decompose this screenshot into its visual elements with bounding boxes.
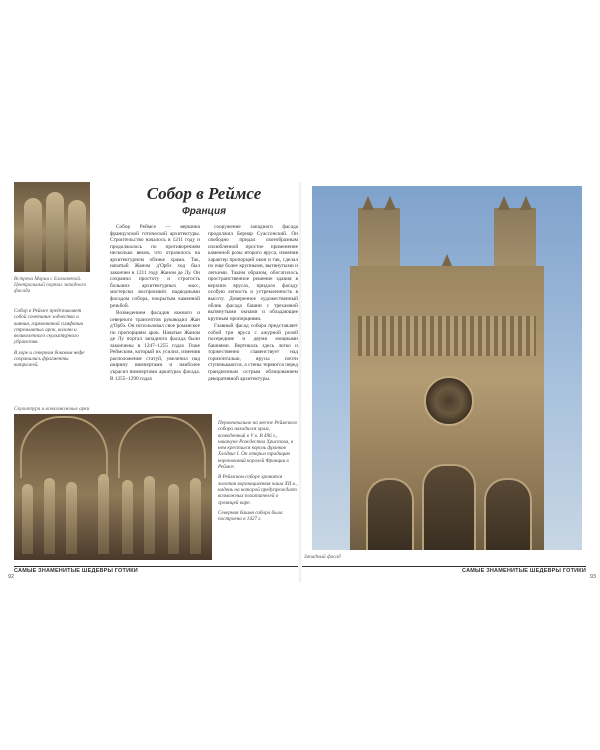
- statue-photo: [14, 182, 90, 272]
- left-page: [8, 182, 298, 582]
- page-number-left: 92: [8, 574, 15, 580]
- article-subtitle: Франция: [182, 206, 226, 217]
- jamb-statue: [122, 480, 133, 554]
- body-column-2: [208, 224, 298, 383]
- side-notes: [218, 420, 298, 526]
- jamb-statue: [44, 478, 55, 554]
- body-paragraph: Главный фасад собора представляет собой три яруса с ажурной розой посередине и двумя мощными башнями. Вертикаль здесь легко и торжественно главенствует над горизонталью, ярусы почти ступенькаются, а стены теряются перед грандиозным острым облицованием декоративной архитектуры.: [208, 323, 298, 382]
- jamb-statue: [190, 478, 201, 554]
- side-note: В Реймском соборе хранится золотая коронационная чаша XII в., надень на которой предупреждает возможных похитителей о грозящей каре.: [218, 474, 298, 506]
- body-paragraph: сооружение западного фасада продолжил Бернар Суассонский. Он свободно придал своеобразным излюбленной простое применение каменной розы второго яруса, изменив характер пропорций окон и так, сделал их еще более крупными, вытянутыми и легкими. Таким образом, обогатилось пространственное решение здания в верхних ярусах, придало фасаду особую легкость и устремленность в высоту. Доверенное художественный облик фасада башни с трехамной вытянутыми окнами и обладающие крупным пропорциями.: [208, 224, 298, 322]
- pinnacle: [384, 196, 396, 210]
- body-paragraph: Собор Реймсе — вершина французской готической архитектуры. Строительство началось в 1211 году и продолжалось по противоречиям несколько веков, что отразилось на архитектурном облике храма. Так, начатый Жаном д'Орбэ ход был закончен в 1211 году Жаном де Лу. Он сохранил простоту и строгость больших архитектурных масс, мастерски воспроизвёл надводными фасадом собора, покрытым каменной резьбой.: [110, 224, 200, 309]
- intro-text: [14, 308, 94, 373]
- intro-paragraph: Собор в Реймсе представляет собой сочетание зодчества и ваяния, гармоничной симфонии стрельчатых арок, колонн и великолепного скульптурного убранства.: [14, 308, 84, 346]
- running-head-left: САМЫЕ ЗНАМЕНИТЫЕ ШЕДЕВРЫ ГОТИКИ: [14, 566, 298, 578]
- body-paragraph: Возведением фасадов южного и северного трансептов руководил Жан д'Орбэ. Он использовал свое романское по пропорциям арок. Начатые Жаном де Лу портал западного фасада были закончены в 1247–1255 годах Гоше Реймским, который их усилил, изменив расположение статуй, увеличил над ширину вимпертами и наиболее украсил вимпертами аркатурах фасада. В 1255–1290 годах: [110, 310, 200, 382]
- rose-window: [424, 376, 474, 426]
- portal-sculpture-photo: [14, 414, 212, 560]
- book-spread: [8, 182, 596, 582]
- pinnacle: [498, 196, 510, 210]
- intro-paragraph: В хоре и северном боковом нефе сохранились фрагменты витражей.: [14, 349, 85, 369]
- portal-caption: Скульптура и всевозможные арки: [14, 406, 90, 412]
- jamb-statue: [66, 482, 77, 554]
- article-title: Собор в Реймсе: [146, 184, 262, 203]
- right-page: [302, 182, 596, 582]
- jamb-statue: [144, 476, 155, 554]
- portal-arch: [118, 416, 206, 478]
- jamb-statue: [22, 484, 33, 554]
- side-portal: [484, 478, 532, 550]
- statue-caption: Встреча Марии с Елизаветой. Центральный портал западного фасада: [14, 276, 87, 295]
- body-column-1: [110, 224, 200, 383]
- facade-caption: Западный фасад: [304, 554, 341, 560]
- kings-gallery: [358, 316, 536, 356]
- central-portal: [422, 464, 476, 550]
- side-portal: [366, 478, 414, 550]
- pinnacle: [362, 196, 374, 210]
- statue-figure: [24, 198, 42, 272]
- cathedral-facade-photo: [312, 186, 582, 550]
- jamb-statue: [98, 474, 109, 554]
- jamb-statue: [168, 484, 179, 554]
- statue-figure: [46, 192, 64, 272]
- page-number-right: 93: [589, 574, 596, 580]
- running-head-right: САМЫЕ ЗНАМЕНИТЫЕ ШЕДЕВРЫ ГОТИКИ: [302, 566, 586, 578]
- pinnacle: [520, 196, 532, 210]
- side-note: Северная башня собора была построена в 1427 г.: [218, 509, 283, 523]
- side-note: Первоначально на месте Реймского собора находился храм, возведенный в V в. В 496 г., накануне Рождества Христова, в нем крестился король франков Хлодвиг I. Он открыл традицию коронований королей Франции в Реймсе.: [218, 420, 298, 471]
- portal-arch: [20, 416, 108, 478]
- statue-figure: [68, 200, 86, 272]
